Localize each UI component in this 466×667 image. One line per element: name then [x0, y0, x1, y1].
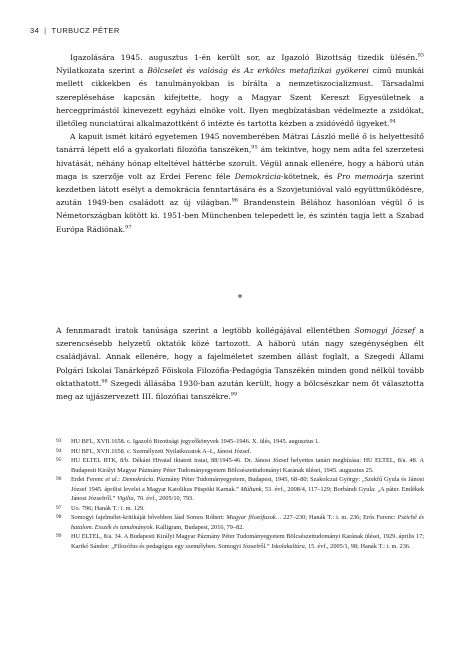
footnote-number: 96	[56, 476, 62, 483]
italic-text: Bölcselet és valóság és Az erkölcs metafizikai gyökerei	[147, 66, 369, 76]
text-run: , 53. évf., 2008/4, 117–129; Borbándi Gyula: „A páter. Emlékek Jánosi Józsefről.”	[71, 485, 424, 503]
footnote	[56, 447, 424, 457]
text-run: Uo. 796; Hanák T.: i. m. 129.	[71, 504, 145, 512]
text-run: című munkái mellett cikkekben és tanulmányokban is bírálta a nemzetiszocializmust. Társadalmi szerepléseháse kapcsán kifejtette, hogy a Magyar Szent Kereszt Egyesületnek a hercegprímástól kinevezett egyházi elnöke volt. Ilyen megbízatásban védelmezte a zsidókat, illetőleg nunciatúrai alkalmazottként ő intézte és tartotta kézben a zsidóvédő ügyeket.	[56, 66, 424, 129]
text-run: Nyilatkozata szerint a	[56, 66, 148, 76]
text-run: 227–230; Hanák T.: i. m. 236; Erős Ferenc:	[281, 514, 398, 522]
footnote-number: 94	[56, 447, 62, 454]
paragraph	[56, 324, 424, 403]
text-run: HU ELTEL, 8/a. 34. A Budapesti Királyi Magyar Pázmány Péter Tudományegyetem Bölcsészettudományi Karának ülései, 1929. április 17; Karikó Sándor: „Filozófus és pedagógus egy személyben. Somogyi Józsefről.”	[71, 533, 424, 551]
text-run: A fennmaradt iratok tanúsága szerint a legtöbb kollégájával ellentétben	[56, 326, 355, 335]
footnote-ref: 97	[125, 224, 132, 231]
italic-text: Pszichê és hatalom. Esszék és tanulmányok	[71, 514, 424, 531]
footnote	[56, 504, 424, 514]
italic-text: Demokrácia	[234, 171, 282, 181]
main-text-lower	[56, 324, 424, 403]
footnote-number: 95	[56, 457, 62, 464]
footnote-ref: 99	[230, 391, 238, 398]
text-run: , 15. évf., 2005/1, 98; Hanák T.: i. m. 236.	[304, 543, 411, 551]
italic-text: Múltunk	[240, 485, 262, 493]
footnote-ref: 94	[389, 118, 396, 125]
italic-text: Pro memoár	[336, 171, 387, 181]
footnote	[56, 532, 424, 551]
text-run: Brandenstein Bélához hasonlóan végül ő is Németországban kötött ki. 1951-ben Münchenben telepedett le, és szintén tagja lett a Szabad Európa Rádiónak.	[56, 198, 424, 234]
text-run: ám tekintve, hogy nem adta fel szerzetesi hivatását, néhány hónap elteltével háttérbe szorult. Végül annak ellenére, hogy a háború után maga is szerzője volt az Erdei Ferenc féle	[56, 145, 424, 181]
text-run: . Pázmány Péter Tudományegyetem, Budapest, 1945, 68–80; Szakolczai György: „Szekfű Gyula és Jánosi József 1945. áprilisi levelei a Magyar Katolikus Püspöki Karnak.”	[71, 476, 424, 493]
text-run: HU ELTEL BTK, 8/b. Dékáni Hivatal iktatott iratai, 88/1945-46. Dr. Jánosi József helyettes tanári megbízása; HU ELTEL, 8/a. 48. A Budapesti Királyi Magyar Pázmány Péter Tudományegyetem Bölcsészettudományi Karának ülései, 1945. augusztus 25.	[71, 457, 424, 474]
italic-text: Somogyi József	[354, 326, 415, 335]
footnote-number: 93	[56, 438, 62, 444]
section-break-asterisk: *	[237, 294, 243, 304]
header-separator: |	[44, 26, 47, 35]
italic-text: et al.: Demokrácia	[105, 476, 154, 484]
running-title: TURBUCZ PÉTER	[51, 26, 120, 35]
footnote-ref: 95	[251, 144, 258, 151]
text-run: Igazolására 1945. augusztus 1-én került sor, az Igazoló Bizottság tizedik ülésén.	[70, 53, 418, 62]
footnote-ref: 93	[417, 52, 424, 59]
footnote	[56, 456, 424, 475]
text-run: Szegedi állásába 1930-ban azután került, hogy a bölcsészkar nem őt választotta meg az ujjászervezett III. filozófiai tanszékre.	[56, 378, 424, 402]
text-run: a szerencsésebb helyzetű oktatók közé tartozott. A háború után nagy szegénységben élt családjával. Annak ellenére, hogy a fajelméletet szemben állást foglalt, a Szegedi Állami Polgári Iskolai Tanárképző Főiskola Filozófia-Pedagógia Tanszékén minden gond nélkül tovább oktathatott.	[56, 326, 424, 388]
footnote-number: 97	[56, 504, 62, 511]
italic-text: Magyar filozófusok…	[226, 514, 282, 522]
footnote	[56, 513, 424, 532]
text-run: Somogyi fajelmélet-kritikáját bővebben lásd Somos Róbert:	[71, 514, 227, 522]
main-text-upper	[56, 51, 424, 236]
footnote-number: 99	[56, 533, 62, 540]
text-run: Erdei Ferenc	[71, 476, 106, 484]
text-run: . Kalligram, Budapest, 2016, 79–82.	[152, 523, 244, 531]
footnote-ref: 98	[101, 378, 108, 385]
running-header	[30, 26, 120, 35]
footnote-number: 98	[56, 514, 62, 521]
text-run: -kötetnek, és	[281, 171, 337, 181]
text-run: HU BFL, XVII.1658. c. Igazoló Bizottsági jegyzőkönyvek 1945–1946. X. ülés, 1945. augusztus 1.	[71, 438, 320, 445]
italic-text: Iskolakultúra	[271, 543, 305, 551]
text-run: HU BFL, XVII.1658. c. Személyzeti Nyilatkozatok A–L, Jánosi József.	[71, 447, 252, 455]
paragraph	[56, 51, 424, 130]
footnote	[56, 475, 424, 504]
italic-text: Vigilia	[117, 495, 134, 503]
text-run: A kapuit ismét kitáró egyetemen 1945 novemberében Mátrai László mellé ő is helyettesítő tanárrá lépett elő a gyakorlati filozófia tanszéken,	[56, 132, 424, 155]
page-number: 34	[30, 26, 40, 35]
text-run: ja szerint kezdetben látott esélyt a demokrácia fenntartására és a Szovjetunióval való együttműködésre, azután 1949-ben családott az új világban.	[56, 171, 424, 208]
text-run: , 70. évf., 2005/10, 793.	[133, 495, 194, 503]
footnote	[56, 437, 424, 447]
footnote-ref: 96	[231, 197, 238, 204]
footnotes	[56, 437, 424, 552]
paragraph	[56, 130, 424, 236]
